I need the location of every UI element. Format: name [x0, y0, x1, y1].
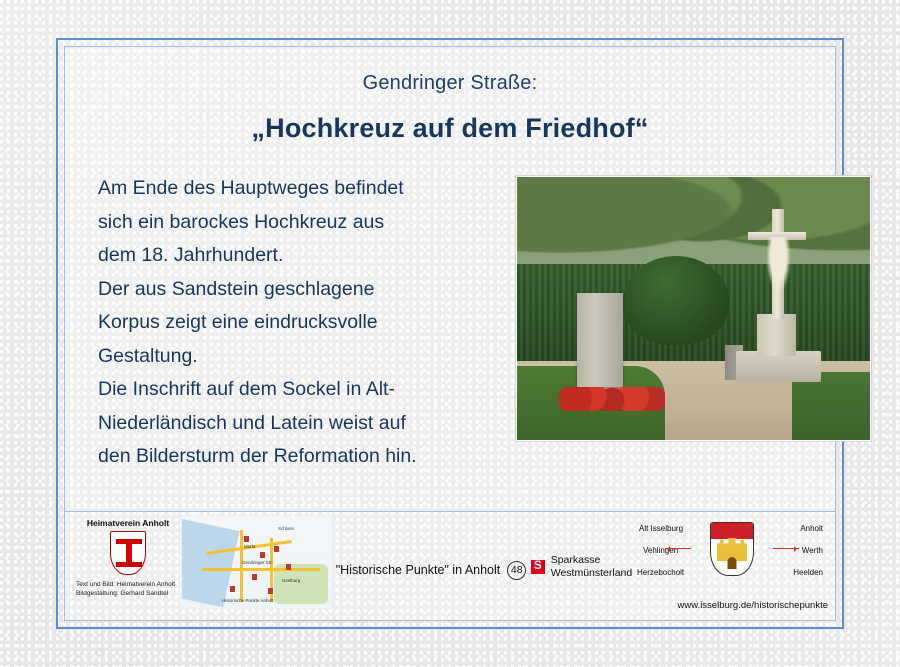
association-block	[64, 512, 182, 599]
map-point-marker	[274, 546, 279, 552]
map-label: Schloss	[278, 526, 294, 531]
map-road	[202, 568, 320, 571]
compass-label-nw: Alt Isselburg	[639, 524, 684, 533]
heimatverein-crest-icon	[110, 531, 146, 575]
map-caption: Historische Punkte Anholt	[222, 598, 274, 603]
location-map	[182, 516, 332, 608]
map-label: Isselburg	[282, 578, 301, 583]
description-line: Die Inschrift auf dem Sockel in Alt-	[98, 378, 395, 401]
center-footer-block	[332, 512, 636, 580]
website-url: www.isselburg.de/historischepunkte	[677, 600, 828, 611]
map-point-marker	[268, 588, 273, 594]
cemetery-photo	[516, 176, 871, 441]
series-label: "Historische Punkte" in Anholt	[335, 563, 501, 578]
page-title: „Hochkreuz auf dem Friedhof“	[251, 113, 649, 143]
compass-arrow-left-icon	[665, 548, 691, 549]
map-road	[240, 530, 243, 602]
credit-line-1: Text und Bild: Heimatverein Anholt	[76, 581, 175, 588]
description-line: Niederländisch und Latein weist auf	[98, 411, 406, 434]
poster-header	[64, 46, 836, 144]
point-number-badge: 48	[507, 561, 526, 580]
description-line: dem 18. Jahrhundert.	[98, 244, 284, 267]
map-point-marker	[286, 564, 291, 570]
sponsor-line-2: Westmünsterland	[550, 567, 633, 580]
compass-block	[636, 512, 836, 621]
sparkasse-logo-icon	[531, 560, 545, 574]
association-title: Heimatverein Anholt	[86, 518, 170, 528]
photo-column	[516, 172, 871, 474]
map-point-marker	[252, 574, 257, 580]
description-line: sich ein barockes Hochkreuz aus	[98, 210, 385, 233]
compass-label-se: Heelden	[793, 568, 823, 577]
poster-footer	[64, 511, 836, 621]
compass-label-ne: Anholt	[800, 524, 823, 533]
description-line: Am Ende des Hauptweges befindet	[98, 177, 404, 199]
map-point-marker	[244, 536, 249, 542]
compass-label-w: Vehlingen	[643, 546, 679, 555]
compass-rose	[637, 522, 827, 584]
photo-round-hedge	[623, 256, 729, 345]
description-line: Gestaltung.	[98, 344, 198, 367]
street-kicker: Gendringer Straße:	[362, 72, 538, 94]
isselburg-coat-of-arms-icon	[710, 522, 754, 576]
series-label-row	[336, 561, 527, 580]
description-line: Der aus Sandstein geschlagene	[98, 277, 375, 300]
description-line: den Bildersturm der Reformation hin.	[98, 445, 417, 468]
map-point-marker	[230, 586, 235, 592]
credit-line-2: Bildgestaltung: Gerhard Sandtel	[76, 589, 169, 597]
sponsor-line-1: Sparkasse	[550, 554, 601, 566]
body-row	[64, 172, 836, 474]
map-label: Markt	[244, 544, 256, 549]
compass-label-sw: Herzebocholt	[637, 568, 685, 577]
credit-block	[74, 581, 182, 599]
photo-flower-bed	[559, 387, 665, 411]
compass-label-e: Werth	[801, 546, 823, 555]
description-line: Korpus zeigt eine eindrucksvolle	[98, 311, 378, 334]
photo-cross-plinth	[757, 314, 796, 356]
map-point-marker	[260, 552, 265, 558]
compass-arrow-right-icon	[773, 548, 799, 549]
description-text	[98, 172, 498, 474]
photo-grave-slab	[577, 293, 623, 393]
map-label: Gendringer Str.	[242, 560, 273, 565]
sponsor-block	[531, 554, 633, 580]
poster-content	[64, 46, 836, 621]
photo-corpus-figure	[766, 237, 791, 292]
